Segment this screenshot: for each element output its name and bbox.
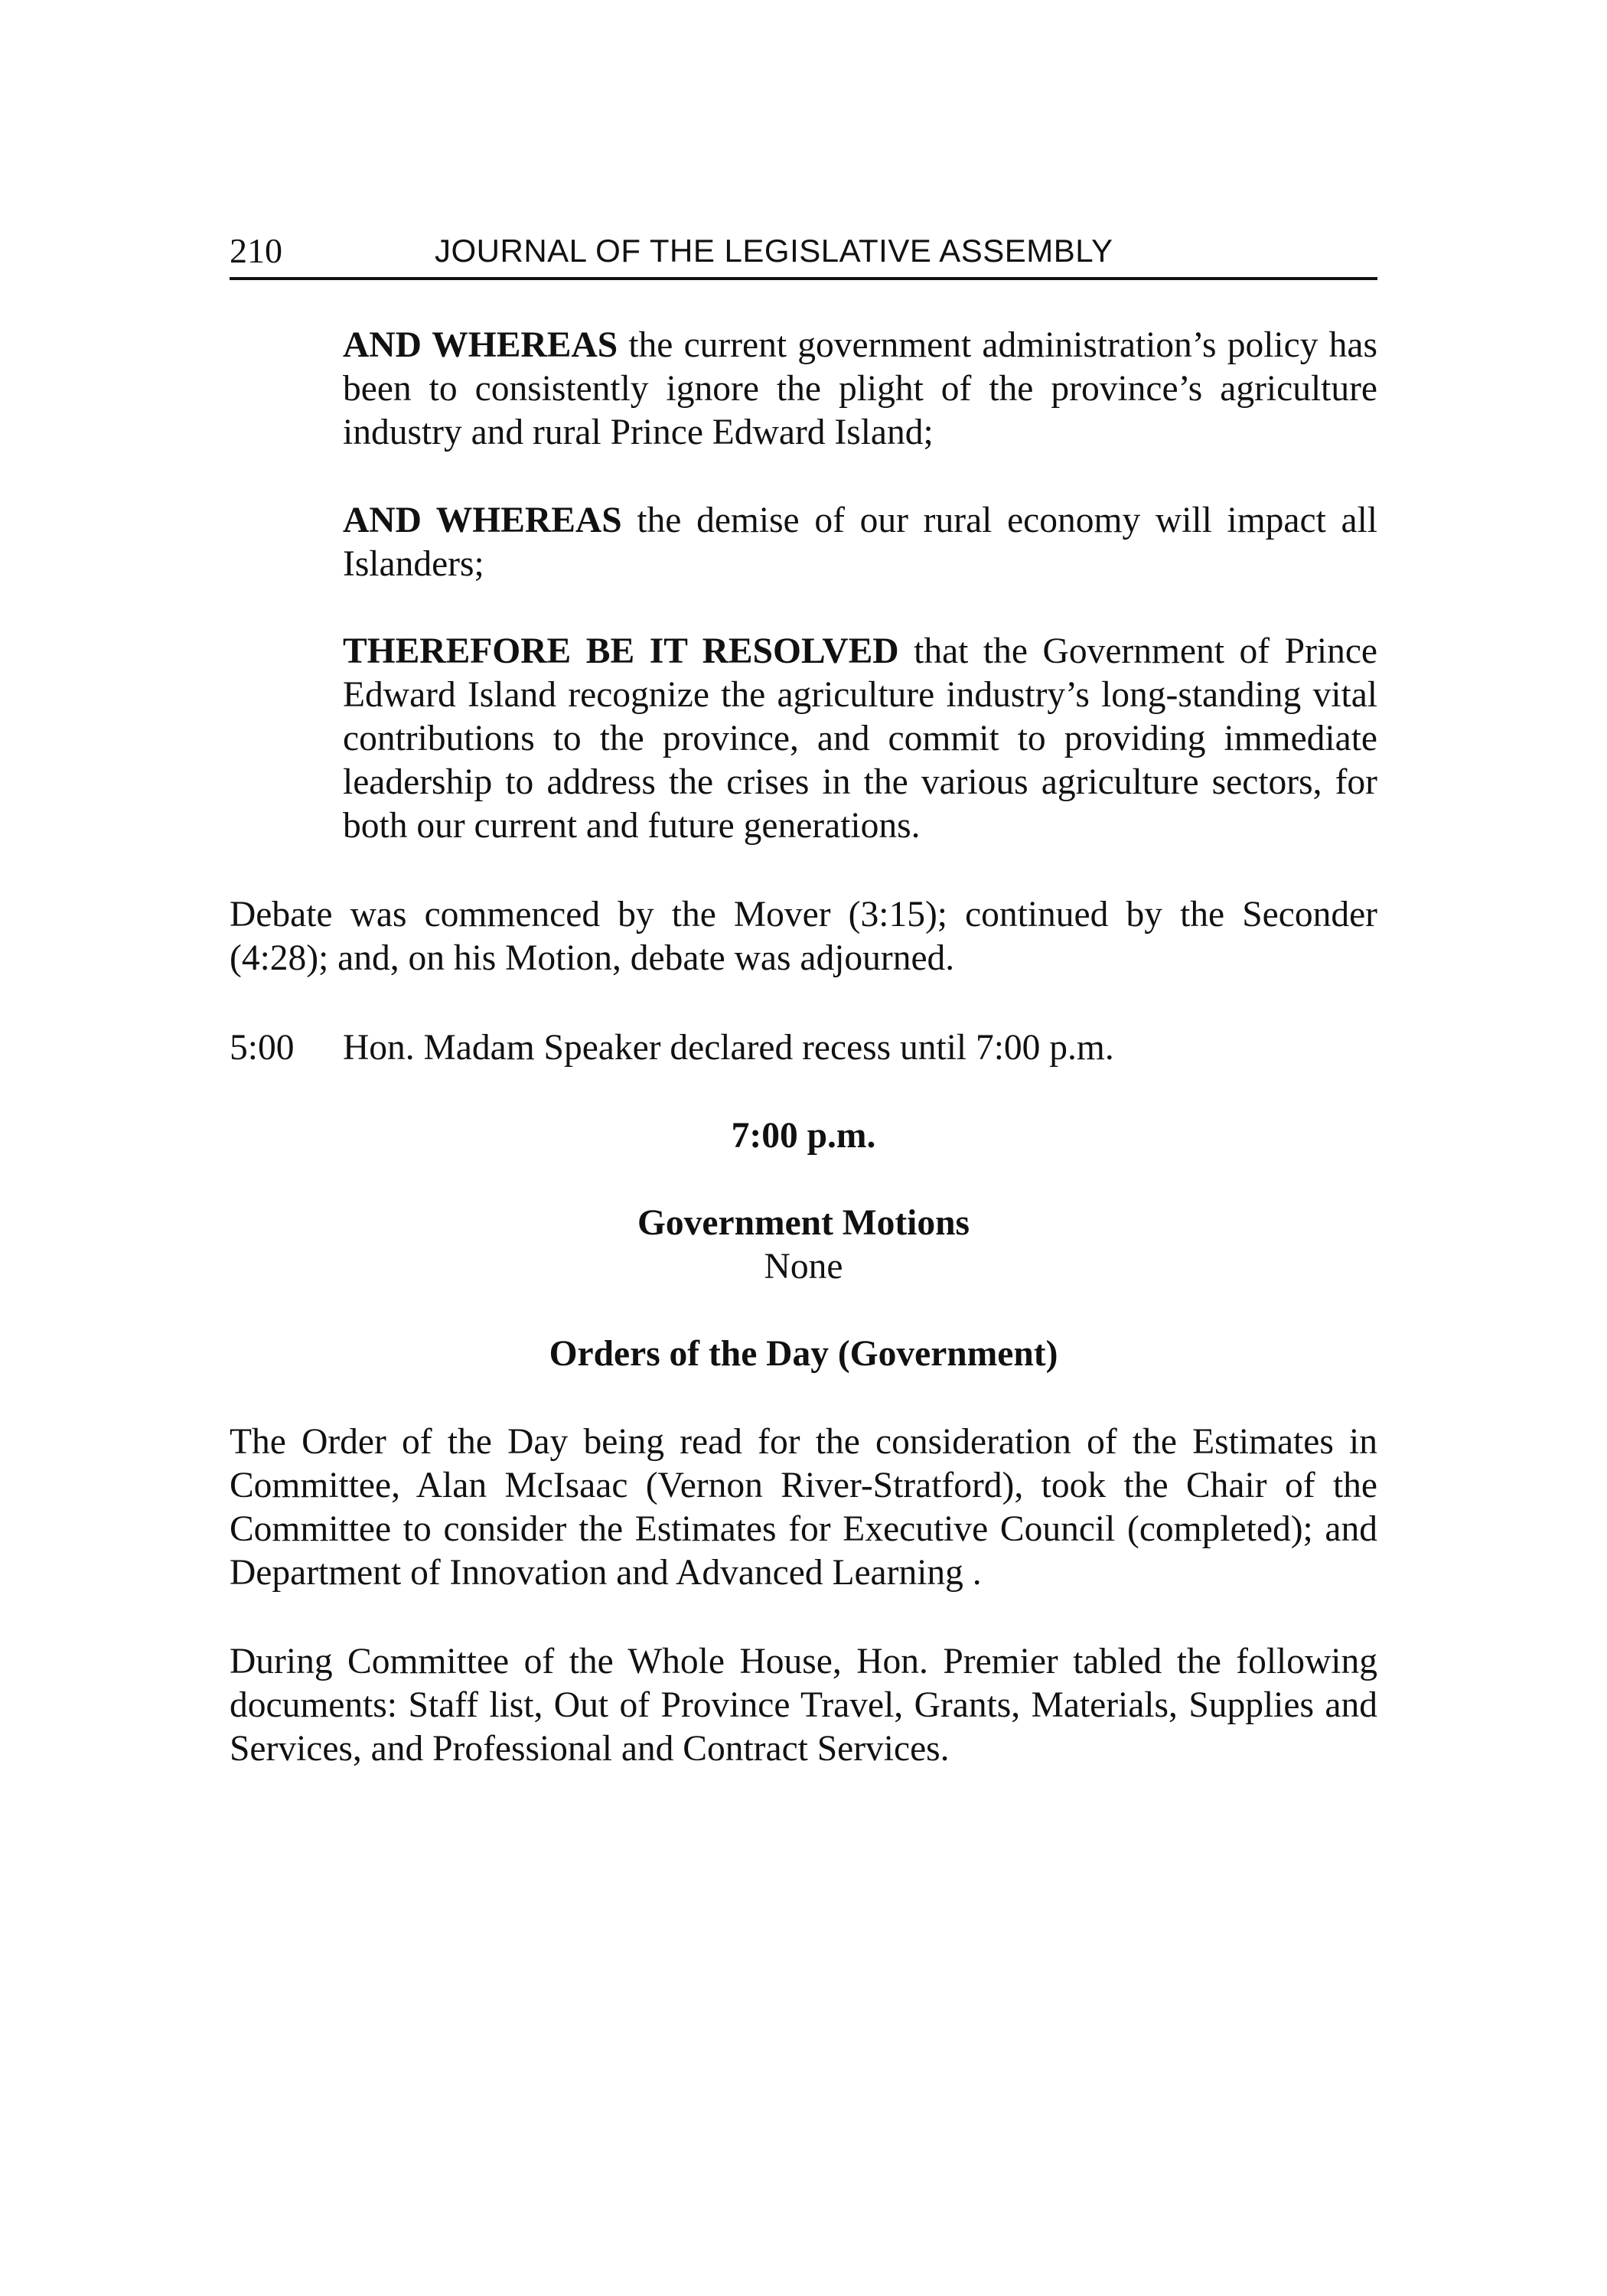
debate-paragraph: Debate was commenced by the Mover (3:15); continued by the Seconder (4:28); and, on his Motion, debate was adjourned.: [230, 895, 1377, 978]
recess-time: 5:00: [230, 1028, 295, 1068]
whereas-lead: AND WHEREAS: [343, 501, 622, 540]
government-motions-heading: Government Motions: [637, 1203, 970, 1243]
whereas-lead: AND WHEREAS: [343, 325, 618, 365]
orders-of-the-day-heading: Orders of the Day (Government): [549, 1334, 1058, 1374]
government-motions-value: None: [764, 1247, 843, 1287]
whereas-text: the demise of our rural economy will impact all Islanders;: [343, 501, 1377, 584]
evening-time-heading: 7:00 p.m.: [731, 1116, 876, 1156]
page-number: 210: [230, 231, 282, 270]
orders-paragraph-2: During Committee of the Whole House, Hon. Premier tabled the following documents: Staff list, Out of Province Travel, Grants, Materials, Supplies and Services, and Professional and Contract Services.: [230, 1642, 1377, 1769]
whereas-text: the current government administration’s policy has been to consistently ignore the plight of the province’s agriculture industry and rural Prince Edward Island;: [343, 325, 1377, 452]
running-head: JOURNAL OF THE LEGISLATIVE ASSEMBLY: [435, 233, 1113, 269]
page-header: [230, 230, 1377, 280]
resolved-clause: [343, 630, 1377, 848]
journal-page: [230, 0, 1377, 2296]
orders-paragraph-1: The Order of the Day being read for the consideration of the Estimates in Committee, Alan McIsaac (Vernon River-Stratford), took the Chair of the Committee to consider the Estimates for Executive Council (completed); and Department of Innovation and Advanced Learning .: [230, 1422, 1377, 1593]
resolved-text: that the Government of Prince Edward Island recognize the agriculture industry’s long-standing vital contributions to the province, and commit to providing immediate leadership to address the crises in the various agriculture sectors, for both our current and future generations.: [343, 631, 1377, 846]
recess-text: Hon. Madam Speaker declared recess until 7:00 p.m.: [343, 1028, 1114, 1068]
whereas-clause-2: [343, 499, 1377, 586]
whereas-clause-1: [343, 324, 1377, 455]
resolved-lead: THEREFORE BE IT RESOLVED: [343, 631, 899, 671]
